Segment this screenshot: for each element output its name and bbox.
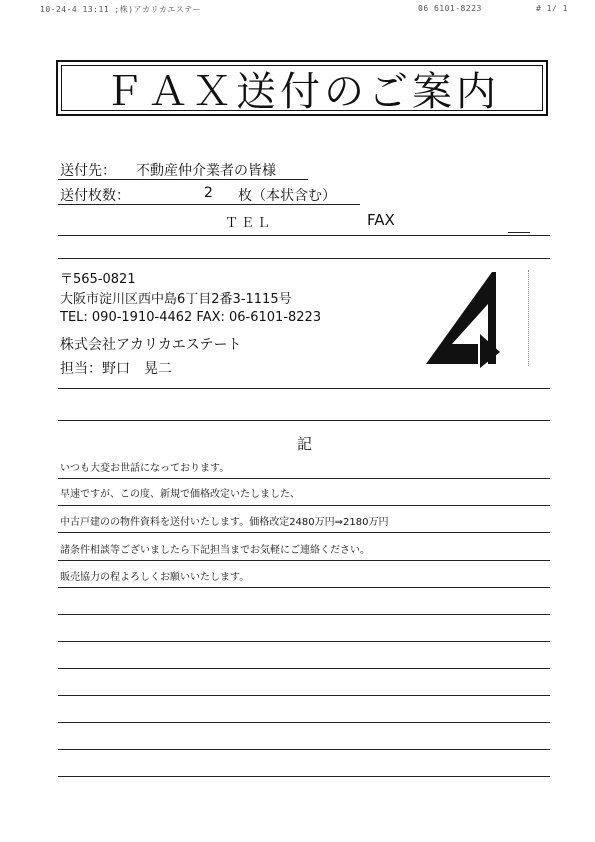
blank-rule <box>58 614 550 615</box>
recipient-underline <box>58 179 308 180</box>
sender-postal: 〒565-0821 <box>60 272 136 287</box>
blank-rule <box>58 776 550 777</box>
sender-phone-line: TEL: 090-1910-4462 FAX: 06-6101-8223 <box>60 310 322 325</box>
fax-blank-dash <box>508 232 530 233</box>
blank-rule <box>58 668 550 669</box>
page-count-label: 送付枚数： <box>60 188 130 204</box>
fax-label: FAX <box>367 211 395 229</box>
message-rule <box>58 532 550 533</box>
recipient-value: 不動産仲介業者の皆様 <box>136 163 276 179</box>
fax-header-right: # 1/ 1 <box>536 4 568 13</box>
message-rule <box>58 587 550 588</box>
blank-rule <box>58 749 550 750</box>
recipient-label: 送付先： <box>60 163 116 179</box>
title-box <box>56 60 548 116</box>
message-rule <box>58 560 550 561</box>
page-count-underline <box>58 204 360 205</box>
logo-side-rule <box>528 270 531 366</box>
page-count-unit: 枚（本状含む） <box>238 188 336 204</box>
message-line-4: 諸条件相談等ございましたら下記担当までお気軽にご連絡ください。 <box>60 545 370 556</box>
note-divider <box>58 420 550 421</box>
blank-rule <box>58 722 550 723</box>
note-heading: 記 <box>297 435 313 453</box>
sender-bottom-rule <box>58 388 550 389</box>
sender-person: 担当：野口 晃二 <box>60 361 172 377</box>
page-title: ＦＡＸ送付のご案内 <box>104 68 500 115</box>
sender-company: 株式会社アカリカエステート <box>60 337 242 353</box>
message-line-1: いつも大変お世話になっております。 <box>60 463 230 474</box>
message-line-5: 販売協力の程よろしくお願いいたします。 <box>60 572 250 583</box>
fax-header-left: 10-24-4 13:11 ;株)アカリカエステー <box>40 5 202 14</box>
message-rule <box>58 478 550 479</box>
blank-rule <box>58 695 550 696</box>
sender-top-rule <box>58 258 550 259</box>
blank-rule <box>58 641 550 642</box>
page-count-value: 2 <box>204 185 213 201</box>
contact-row-rule <box>58 235 550 236</box>
message-line-2: 早速ですが、この度、新規で価格改定いたしました、 <box>60 489 300 500</box>
message-rule <box>58 505 550 506</box>
message-line-3: 中古戸建のの物件資料を送付いたします。価格改定2480万円⇒2180万円 <box>60 517 389 528</box>
fax-header-middle: 06 6101-8223 <box>418 4 482 13</box>
company-logo-icon <box>418 268 502 372</box>
sender-address: 大阪市淀川区西中島6丁目2番3-1115号 <box>60 292 292 307</box>
tel-label: ＴＥＬ <box>225 216 274 231</box>
